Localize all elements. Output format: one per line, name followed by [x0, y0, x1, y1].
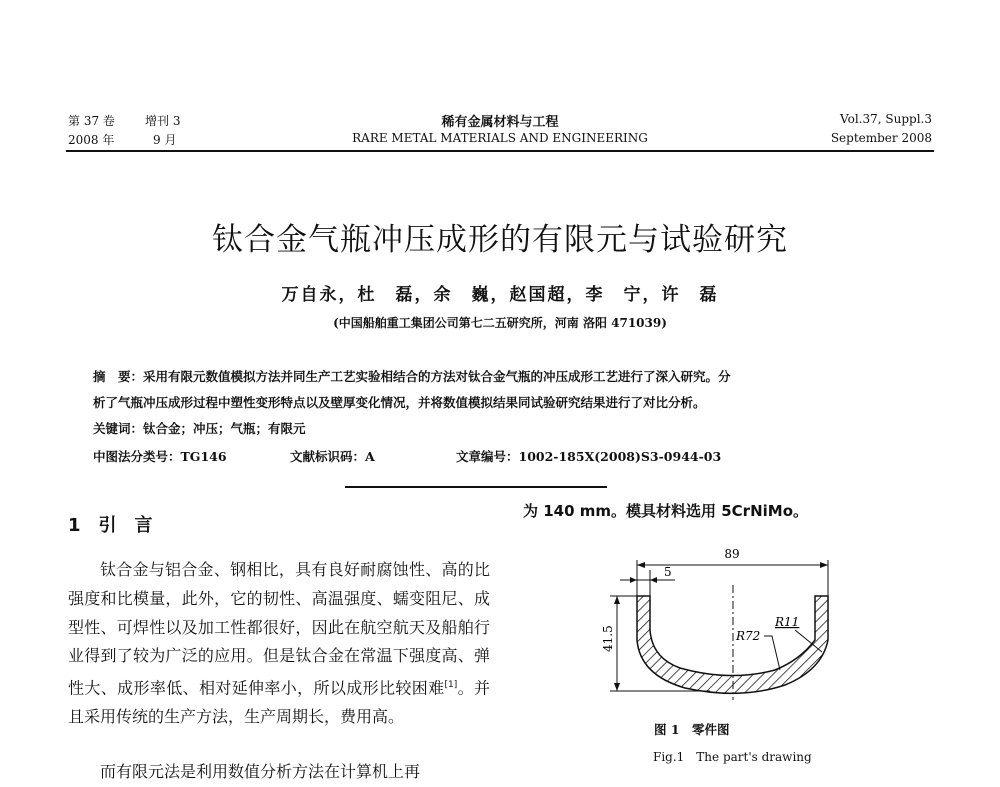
section-heading: 1 引 言 — [68, 515, 153, 536]
dim-width: 89 — [724, 547, 740, 561]
intro-paragraph-2: 而有限元法是利用数值分析方法在计算机上再 — [100, 762, 421, 781]
clc-number: 中图法分类号：TG146 — [93, 449, 227, 464]
citation: [1] — [444, 680, 458, 691]
volume-en: Vol.37, Suppl.3 — [840, 112, 932, 126]
volume-cn: 第 37 卷 — [68, 114, 115, 128]
radius-large-label: R72 — [736, 629, 761, 643]
figure-caption-en: Fig.1 The part's drawing — [653, 750, 812, 764]
dim-height: 41.5 — [601, 625, 615, 652]
abstract-line-2: 析了气瓶冲压成形过程中塑性变形特点以及壁厚变化情况，并将数值模拟结果同试验研究结果进行了对比分析。 — [93, 395, 706, 410]
month-cn: 9 月 — [153, 133, 177, 147]
authors: 万自永，杜 磊，余 巍，赵国超，李 宁，许 磊 — [281, 285, 719, 305]
journal-title-en: RARE METAL MATERIALS AND ENGINEERING — [352, 131, 648, 145]
abstract-line-1: 摘 要：采用有限元数值模拟方法并同生产工艺实验相结合的方法对钛合金气瓶的冲压成形工艺进行了深入研究。分 — [93, 369, 731, 384]
para1-text: 钛合金与铝合金、钢相比，具有良好耐腐蚀性、高的比强度和比模量，此外，它的韧性、高温强度、蠕变阻尼、成型性、可焊性以及加工性都很好，因此在航空航天及船舶行业得到了较为广泛的应用。但是钛合金在常温下强度高、弹性大、成形率低、相对延伸率小，所以成形比较困难 — [68, 560, 490, 698]
article-number: 文章编号：1002-185X(2008)S3-0944-03 — [456, 449, 722, 464]
para1-text-end: 。并且采用传统的生产方法，生产周期长，费用高。 — [68, 678, 490, 727]
keywords: 关键词：钛合金；冲压；气瓶；有限元 — [93, 421, 306, 436]
paper-title: 钛合金气瓶冲压成形的有限元与试验研究 — [212, 222, 788, 258]
issue-cn: 增刊 3 — [145, 114, 181, 128]
journal-title-cn: 稀有金属材料与工程 — [441, 115, 559, 130]
intro-paragraph — [68, 556, 490, 732]
radius-small-label: R11 — [775, 615, 800, 629]
dim-wall: 5 — [664, 565, 672, 579]
abstract-rule — [345, 486, 607, 488]
part-drawing-figure — [600, 540, 860, 710]
header-rule — [66, 150, 934, 152]
affiliation: (中国船舶重工集团公司第七二五研究所，河南 洛阳 471039) — [333, 316, 667, 330]
date-en: September 2008 — [830, 131, 932, 145]
document-code: 文献标识码：A — [290, 449, 375, 464]
right-column-line: 为 140 mm。模具材料选用 5CrNiMo。 — [523, 502, 809, 520]
figure-caption-cn: 图 1 零件图 — [654, 722, 730, 737]
year-cn: 2008 年 — [68, 133, 115, 147]
